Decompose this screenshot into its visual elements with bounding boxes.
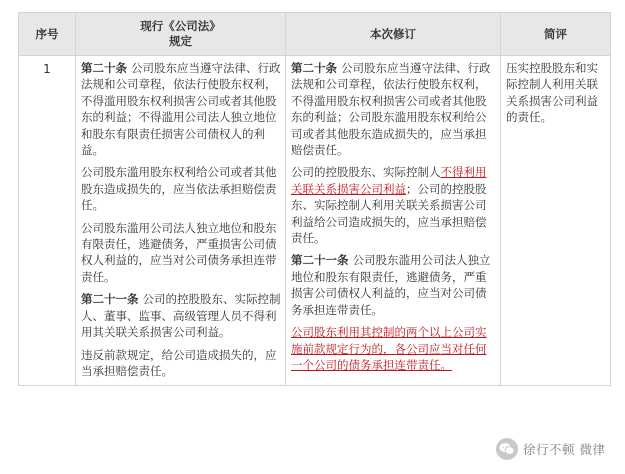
wechat-account-icon xyxy=(496,438,518,460)
article-label: 第二十一条 xyxy=(291,253,349,268)
article-label: 第二十一条 xyxy=(81,292,139,307)
header-number: 序号 xyxy=(19,13,76,56)
header-current-line1: 现行《公司法》 xyxy=(140,19,221,33)
revision-paragraph-1 xyxy=(291,60,496,158)
paragraph-text: 公司股东应当遵守法律、行政法规和公司章程，依法行使股东权利，不得滥用股东权利损害公司或者其他股东的利益；不得滥用公司法人独立地位和股东有限责任损害公司债权人的利益。 xyxy=(81,61,281,158)
paragraph-text: 公司股东滥用公司法人独立地位和股东有限责任，逃避债务，严重损害公司债权人利益的，应当对公司债务承担连带责任。 xyxy=(81,220,277,284)
header-revision: 本次修订 xyxy=(286,13,501,56)
comparison-table xyxy=(18,12,611,386)
current-paragraph-5 xyxy=(81,347,281,380)
current-paragraph-4 xyxy=(81,291,281,340)
row-number: 1 xyxy=(19,56,76,386)
paragraph-text: 公司股东滥用公司法人独立地位和股东有限责任，逃避债务，严重损害公司债权人利益的，应当对公司债务承担连带责任。 xyxy=(291,253,491,317)
article-label: 第二十条 xyxy=(291,61,337,75)
current-paragraph-3 xyxy=(81,220,281,286)
watermark xyxy=(496,434,616,464)
comment-cell xyxy=(501,56,611,386)
watermark-text: 徐行不顿 微律 xyxy=(523,442,606,457)
paragraph-text: ；公司的控股股东、实际控制人利用关联关系损害公司利益给公司造成损失的，应当承担赔偿责任。 xyxy=(291,181,487,246)
revision-cell xyxy=(286,56,501,386)
paragraph-text: 公司的控股股东、实际控制人 xyxy=(291,165,441,180)
current-law-cell xyxy=(76,56,286,386)
header-current-law xyxy=(76,13,286,56)
paragraph-text: 公司股东滥用股东权利给公司或者其他股东造成损失的，应当依法承担赔偿责任。 xyxy=(81,165,277,213)
current-paragraph-1 xyxy=(81,60,281,158)
revision-paragraph-4 xyxy=(291,324,496,373)
comment-text: 压实控股股东和实际控制人利用关联关系损害公司利益的责任。 xyxy=(506,61,598,125)
article-label: 第二十条 xyxy=(81,61,127,75)
paragraph-text: 违反前款规定，给公司造成损失的，应当承担赔偿责任。 xyxy=(81,347,277,378)
table-row xyxy=(19,56,611,386)
revision-paragraph-2 xyxy=(291,164,496,246)
paragraph-text: 公司的控股股东、实际控制人、董事、监事、高级管理人员不得利用其关联关系损害公司利益。 xyxy=(81,292,281,340)
revision-paragraph-3 xyxy=(291,252,496,318)
header-current-line2: 规定 xyxy=(169,34,192,48)
revised-text-highlight: 公司股东利用其控制的两个以上公司实施前款规定行为的，各公司应当对任何一个公司的债务承担连带责任。 xyxy=(291,325,487,372)
paragraph-text: 公司股东应当遵守法律、行政法规和公司章程，依法行使股东权利，不得滥用股东权利损害公司或者其他股东的利益；公司股东滥用股东权利给公司或者其他股东造成损失的，应当承担赔偿责任。 xyxy=(291,61,491,158)
table-header-row xyxy=(19,13,611,56)
header-comment: 简评 xyxy=(501,13,611,56)
current-paragraph-2 xyxy=(81,164,281,213)
revised-text-highlight: 不得利用关联关系损害公司利益 xyxy=(291,165,487,196)
